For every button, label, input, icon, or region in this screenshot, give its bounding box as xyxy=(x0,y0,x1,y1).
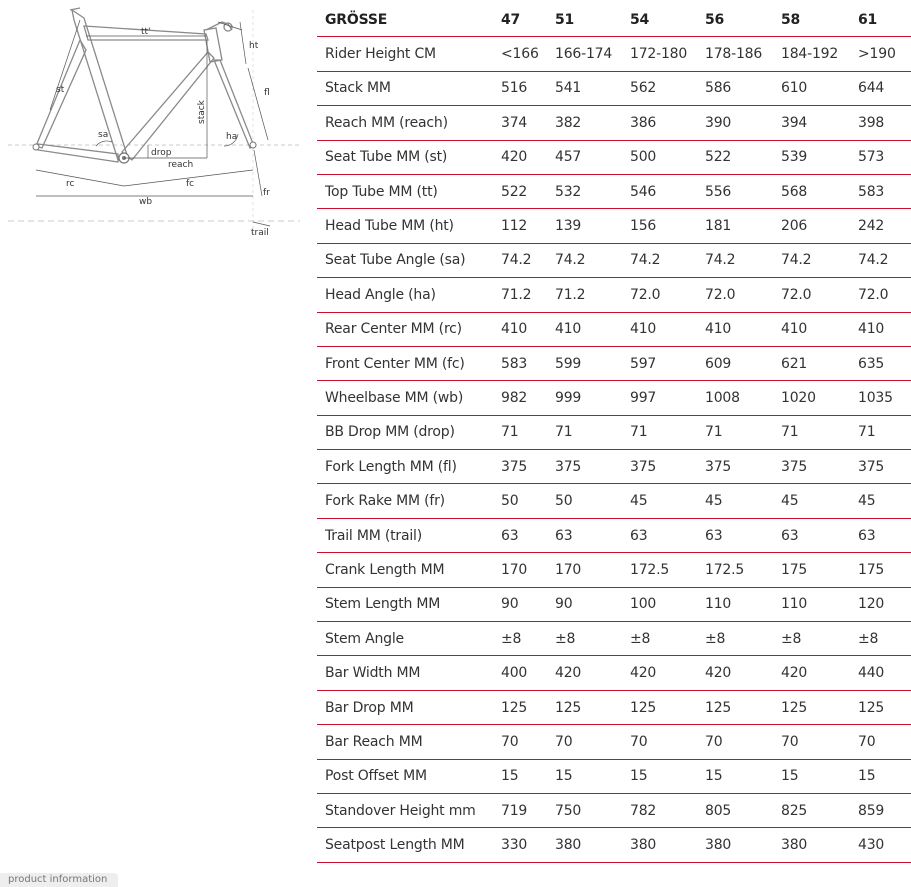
table-cell: 430 xyxy=(858,828,911,862)
label-fc: fc xyxy=(186,179,195,189)
table-cell: 45 xyxy=(858,484,911,518)
table-row xyxy=(317,37,911,71)
table-cell: 45 xyxy=(781,484,858,518)
table-cell: 522 xyxy=(501,174,555,208)
table-cell: ±8 xyxy=(705,622,781,656)
table-cell: 539 xyxy=(781,140,858,174)
label-fr: fr xyxy=(263,188,270,198)
row-label: Fork Length MM (fl) xyxy=(317,450,501,484)
table-cell: 63 xyxy=(501,518,555,552)
table-cell: 375 xyxy=(781,450,858,484)
label-fl: fl xyxy=(264,88,270,98)
table-cell: 410 xyxy=(858,312,911,346)
table-cell: 50 xyxy=(501,484,555,518)
table-cell: 997 xyxy=(630,381,705,415)
table-cell: 175 xyxy=(858,553,911,587)
table-cell: 71 xyxy=(781,415,858,449)
column-header-size-option: 47 xyxy=(501,3,555,37)
table-cell: 375 xyxy=(630,450,705,484)
table-cell: 375 xyxy=(858,450,911,484)
table-cell: 621 xyxy=(781,346,858,380)
table-row xyxy=(317,243,911,277)
table-cell: 110 xyxy=(705,587,781,621)
column-header-size-option: 61 xyxy=(858,3,911,37)
table-cell: ±8 xyxy=(630,622,705,656)
table-cell: 125 xyxy=(858,690,911,724)
table-cell: 45 xyxy=(705,484,781,518)
table-cell: ±8 xyxy=(501,622,555,656)
row-label: BB Drop MM (drop) xyxy=(317,415,501,449)
table-cell: 556 xyxy=(705,174,781,208)
table-cell: 532 xyxy=(555,174,630,208)
table-cell: 139 xyxy=(555,209,630,243)
label-drop: drop xyxy=(151,148,172,158)
table-cell: 70 xyxy=(555,725,630,759)
table-cell: 110 xyxy=(781,587,858,621)
table-cell: 172.5 xyxy=(630,553,705,587)
table-cell: 380 xyxy=(705,828,781,862)
rear-axle xyxy=(33,144,39,150)
table-cell: 635 xyxy=(858,346,911,380)
table-cell: 45 xyxy=(630,484,705,518)
table-cell: 410 xyxy=(630,312,705,346)
table-cell: 178-186 xyxy=(705,37,781,71)
table-cell: 420 xyxy=(781,656,858,690)
table-cell: 71 xyxy=(705,415,781,449)
row-label: Trail MM (trail) xyxy=(317,518,501,552)
row-label: Bar Width MM xyxy=(317,656,501,690)
table-cell: 375 xyxy=(555,450,630,484)
table-cell: 382 xyxy=(555,106,630,140)
table-cell: 74.2 xyxy=(781,243,858,277)
table-cell: ±8 xyxy=(555,622,630,656)
table-cell: 516 xyxy=(501,71,555,105)
table-cell: 599 xyxy=(555,346,630,380)
table-cell: 74.2 xyxy=(555,243,630,277)
table-cell: 166-174 xyxy=(555,37,630,71)
table-cell: 71 xyxy=(501,415,555,449)
table-cell: 70 xyxy=(630,725,705,759)
row-label: Front Center MM (fc) xyxy=(317,346,501,380)
label-sa: sa xyxy=(98,130,109,140)
table-cell: 420 xyxy=(705,656,781,690)
table-cell: 410 xyxy=(555,312,630,346)
table-cell: 74.2 xyxy=(705,243,781,277)
table-cell: 420 xyxy=(501,140,555,174)
table-cell: 719 xyxy=(501,793,555,827)
table-cell: 63 xyxy=(858,518,911,552)
table-cell: 50 xyxy=(555,484,630,518)
column-header-size-option: 56 xyxy=(705,3,781,37)
table-cell: 380 xyxy=(781,828,858,862)
table-cell: 72.0 xyxy=(705,278,781,312)
row-label: Seat Tube MM (st) xyxy=(317,140,501,174)
table-body xyxy=(317,37,911,862)
table-cell: 380 xyxy=(630,828,705,862)
table-cell: 999 xyxy=(555,381,630,415)
table-cell: 15 xyxy=(555,759,630,793)
column-header-size: GRÖSSE xyxy=(317,3,501,37)
label-rc: rc xyxy=(66,179,75,189)
label-tt: tt' xyxy=(141,27,151,37)
table-cell: 72.0 xyxy=(630,278,705,312)
table-cell: 100 xyxy=(630,587,705,621)
table-cell: 610 xyxy=(781,71,858,105)
row-label: Rear Center MM (rc) xyxy=(317,312,501,346)
table-row xyxy=(317,759,911,793)
table-cell: 597 xyxy=(630,346,705,380)
table-cell: 410 xyxy=(501,312,555,346)
table-cell: 609 xyxy=(705,346,781,380)
table-cell: 90 xyxy=(501,587,555,621)
table-cell: 982 xyxy=(501,381,555,415)
table-cell: 500 xyxy=(630,140,705,174)
table-cell: 181 xyxy=(705,209,781,243)
row-label: Crank Length MM xyxy=(317,553,501,587)
table-cell: 420 xyxy=(555,656,630,690)
table-cell: 398 xyxy=(858,106,911,140)
table-row xyxy=(317,587,911,621)
table-row xyxy=(317,140,911,174)
table-cell: 71 xyxy=(555,415,630,449)
table-cell: 125 xyxy=(705,690,781,724)
table-row xyxy=(317,484,911,518)
table-cell: 400 xyxy=(501,656,555,690)
table-cell: 63 xyxy=(705,518,781,552)
table-cell: 386 xyxy=(630,106,705,140)
table-cell: 170 xyxy=(501,553,555,587)
table-cell: ±8 xyxy=(858,622,911,656)
table-row xyxy=(317,622,911,656)
table-cell: 410 xyxy=(781,312,858,346)
table-cell: 457 xyxy=(555,140,630,174)
table-cell: 184-192 xyxy=(781,37,858,71)
row-label: Seatpost Length MM xyxy=(317,828,501,862)
table-cell: 1008 xyxy=(705,381,781,415)
row-label: Post Offset MM xyxy=(317,759,501,793)
table-cell: 15 xyxy=(705,759,781,793)
table-cell: ±8 xyxy=(781,622,858,656)
row-label: Rider Height CM xyxy=(317,37,501,71)
label-st: st xyxy=(56,85,65,95)
table-cell: 583 xyxy=(501,346,555,380)
table-row xyxy=(317,518,911,552)
table-row xyxy=(317,312,911,346)
table-cell: 546 xyxy=(630,174,705,208)
table-cell: 72.0 xyxy=(781,278,858,312)
label-reach: reach xyxy=(168,160,194,170)
table-cell: 71 xyxy=(858,415,911,449)
table-cell: 120 xyxy=(858,587,911,621)
frame-geometry-drawing xyxy=(0,0,305,245)
table-cell: 805 xyxy=(705,793,781,827)
table-cell: 63 xyxy=(555,518,630,552)
row-label: Reach MM (reach) xyxy=(317,106,501,140)
table-cell: 380 xyxy=(555,828,630,862)
table-cell: 70 xyxy=(705,725,781,759)
row-label: Seat Tube Angle (sa) xyxy=(317,243,501,277)
table-cell: 71.2 xyxy=(555,278,630,312)
row-label: Bar Reach MM xyxy=(317,725,501,759)
table-cell: 74.2 xyxy=(501,243,555,277)
geometry-diagram xyxy=(0,0,305,245)
row-label: Stem Length MM xyxy=(317,587,501,621)
table-cell: 112 xyxy=(501,209,555,243)
table-cell: 172-180 xyxy=(630,37,705,71)
table-cell: 70 xyxy=(781,725,858,759)
table-cell: 410 xyxy=(705,312,781,346)
table-row xyxy=(317,725,911,759)
table-row xyxy=(317,828,911,862)
table-cell: 440 xyxy=(858,656,911,690)
table-cell: 586 xyxy=(705,71,781,105)
table-header-row xyxy=(317,3,911,37)
table-cell: 573 xyxy=(858,140,911,174)
table-row xyxy=(317,209,911,243)
row-label: Top Tube MM (tt) xyxy=(317,174,501,208)
table-cell: 70 xyxy=(858,725,911,759)
column-header-size-option: 54 xyxy=(630,3,705,37)
column-header-size-option: 58 xyxy=(781,3,858,37)
row-label: Bar Drop MM xyxy=(317,690,501,724)
front-axle xyxy=(250,142,256,148)
dimension-lines xyxy=(36,20,270,226)
table-cell: 72.0 xyxy=(858,278,911,312)
row-label: Fork Rake MM (fr) xyxy=(317,484,501,518)
table-cell: 750 xyxy=(555,793,630,827)
table-cell: 206 xyxy=(781,209,858,243)
table-cell: 74.2 xyxy=(630,243,705,277)
label-ht: ht xyxy=(249,41,259,51)
table-cell: 15 xyxy=(630,759,705,793)
table-cell: 420 xyxy=(630,656,705,690)
table-cell: 583 xyxy=(858,174,911,208)
row-label: Stack MM xyxy=(317,71,501,105)
table-cell: 1035 xyxy=(858,381,911,415)
table-row xyxy=(317,415,911,449)
table-row xyxy=(317,106,911,140)
geometry-table xyxy=(317,3,911,863)
table-cell: 172.5 xyxy=(705,553,781,587)
table-cell: 825 xyxy=(781,793,858,827)
table-cell: 71.2 xyxy=(501,278,555,312)
table-cell: 70 xyxy=(501,725,555,759)
table-row xyxy=(317,346,911,380)
row-label: Stem Angle xyxy=(317,622,501,656)
table-row xyxy=(317,793,911,827)
table-cell: 74.2 xyxy=(858,243,911,277)
table-cell: 125 xyxy=(781,690,858,724)
table-cell: 375 xyxy=(501,450,555,484)
table-cell: 375 xyxy=(705,450,781,484)
table-row xyxy=(317,553,911,587)
table-cell: 15 xyxy=(781,759,858,793)
table-row xyxy=(317,174,911,208)
table-cell: 15 xyxy=(858,759,911,793)
table-cell: 859 xyxy=(858,793,911,827)
label-ha: ha xyxy=(226,132,238,142)
table-row xyxy=(317,71,911,105)
table-row xyxy=(317,381,911,415)
table-cell: 175 xyxy=(781,553,858,587)
table-cell: 562 xyxy=(630,71,705,105)
table-cell: 330 xyxy=(501,828,555,862)
table-cell: 170 xyxy=(555,553,630,587)
row-label: Head Angle (ha) xyxy=(317,278,501,312)
table-cell: 125 xyxy=(630,690,705,724)
product-information-tab[interactable]: product information xyxy=(0,873,118,887)
table-cell: 90 xyxy=(555,587,630,621)
row-label: Head Tube MM (ht) xyxy=(317,209,501,243)
column-header-size-option: 51 xyxy=(555,3,630,37)
table-cell: 374 xyxy=(501,106,555,140)
table-cell: >190 xyxy=(858,37,911,71)
table-row xyxy=(317,450,911,484)
row-label: Standover Height mm xyxy=(317,793,501,827)
table-cell: 541 xyxy=(555,71,630,105)
table-cell: 568 xyxy=(781,174,858,208)
row-label: Wheelbase MM (wb) xyxy=(317,381,501,415)
table-cell: 125 xyxy=(555,690,630,724)
table-cell: 71 xyxy=(630,415,705,449)
table-row xyxy=(317,690,911,724)
table-cell: 1020 xyxy=(781,381,858,415)
label-stack: stack xyxy=(197,100,207,124)
table-cell: 522 xyxy=(705,140,781,174)
table-cell: 644 xyxy=(858,71,911,105)
table-cell: 390 xyxy=(705,106,781,140)
table-cell: <166 xyxy=(501,37,555,71)
table-cell: 156 xyxy=(630,209,705,243)
table-cell: 15 xyxy=(501,759,555,793)
table-cell: 63 xyxy=(781,518,858,552)
table-cell: 63 xyxy=(630,518,705,552)
label-trail: trail xyxy=(251,228,269,238)
label-wb: wb xyxy=(139,197,153,207)
table-row xyxy=(317,278,911,312)
table-cell: 125 xyxy=(501,690,555,724)
table-cell: 782 xyxy=(630,793,705,827)
table-row xyxy=(317,656,911,690)
table-cell: 394 xyxy=(781,106,858,140)
table-cell: 242 xyxy=(858,209,911,243)
